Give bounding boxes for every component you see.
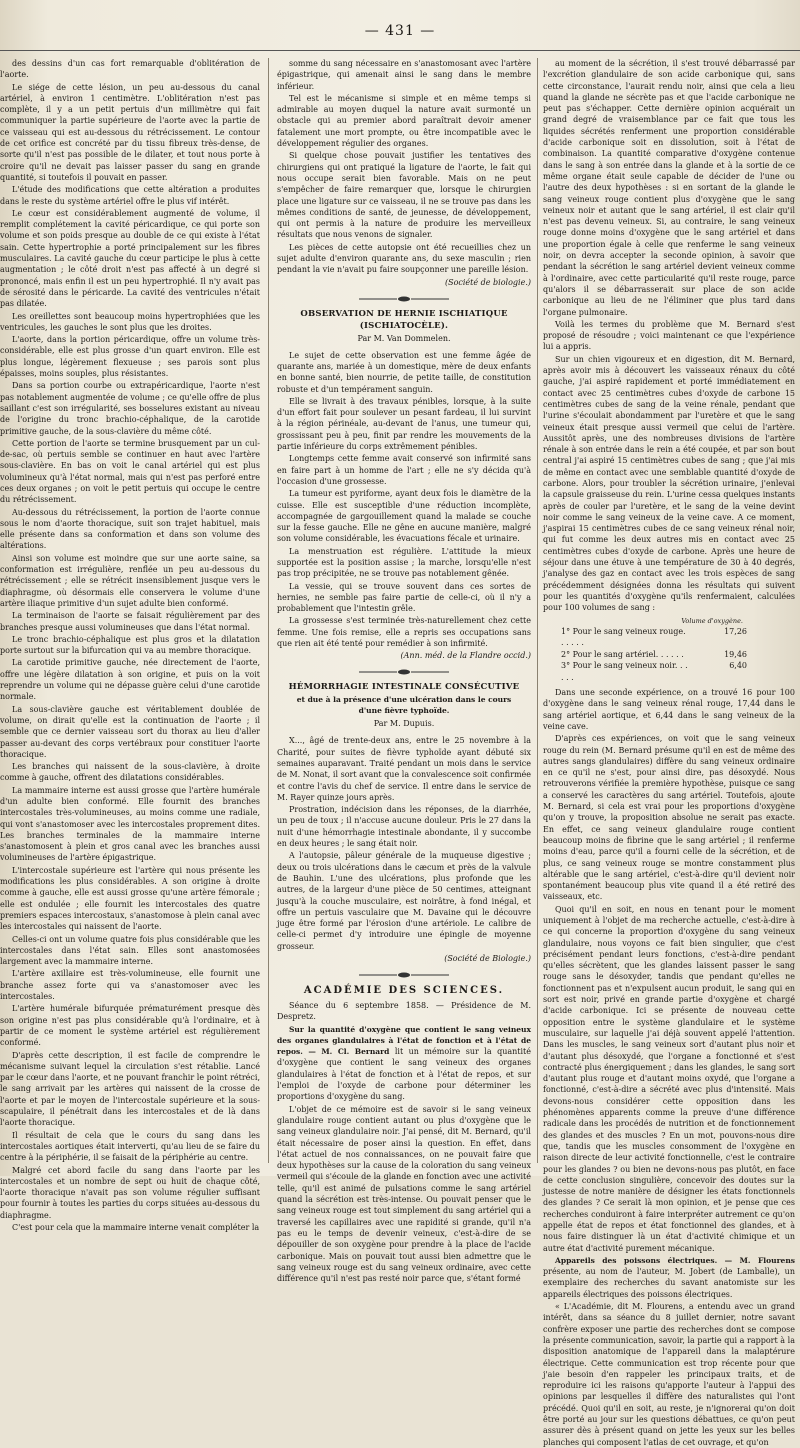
paragraph: au moment de la sécrétion, il s'est trouvé débarrassé par l'excrétion glandulaire de son acide carbonique qui, sans cette circonstance, l'aurait rendu noir, ainsi que cela a lieu quand la glande ne sécrète pas et que l'acide carbonique ne peut pas s'échapper. Cette dernière opinion acquérait un grand degré de vraisemblance par ce fait que tous les liquides sécrétés renferment une proportion considérable d'acide carbonique soit en dissolution, soit à l'état de combinaison. La quantité comparative d'oxygène contenue dans le sang à son entrée dans la glande et à la sortie de ce même organe était seule capable de décider de l'une ou l'autre des deux hypothèses : si en sortant de la glande le sang veineux rouge contient plus d'oxygène que le sang veineux noir et autant que le sang artériel, il est clair qu'il n'est pas devenu veineux. Si, au contraire, le sang veineux rouge donne moins d'oxygène que le sang artériel et dans une proportion égale à celle que renferme le sang veineux noir, on devra accepter la seconde opinion, à savoir que pendant la sécrétion le sang artériel devient veineux comme à l'ordinaire, avec cette particularité qu'il reste rouge, parce qu'alors il se débarrasserait sur place de son acide carbonique au lieu de ne l'éliminer que plus tard dans l'organe pulmonaire. — [543, 59, 795, 317]
section-separator — [359, 296, 449, 302]
paragraph: A l'autopsie, pâleur générale de la muqueuse digestive ; deux ou trois ulcérations dans le cæcum et près de la valvule de Bauhin. L'une des ulcérations, plus profonde que les autres, de la largeur d'une pièce de 50 centimes, atteignant jusqu'à la couche musculaire, est noirâtre, à fond inégal, et offre un pertuis vasculaire que M. Davaine qui le découvre juge être formé par l'érosion d'une artériole. Le calibre de celle-ci permet d'y introduire une épingle de moyenne grosseur. — [277, 851, 531, 951]
article-continuation — [543, 58, 795, 614]
article-body — [277, 735, 531, 952]
paragraph: La tumeur est pyriforme, ayant deux fois le diamètre de la cuisse. Elle est susceptible d'une réduction incomplète, accompagnée de gargouillement quand la malade se couche sur la fesse gauche. Elle ne gêne en aucune manière, malgré son volume considérable, les évacuations fécale et urinaire. — [277, 489, 531, 544]
paragraph: Celles-ci ont un volume quatre fois plus considérable que les intercostales dans l'état sain. Elles sont anastomosées largement avec la mammaire interne. — [0, 934, 260, 967]
table-row — [543, 649, 795, 661]
paragraph: D'après ces expériences, on voit que le sang veineux rouge du rein (M. Bernard présume qu'il en est de même des autres sangs glandulaires) diffère du sang veineux ordinaire en ce qu'il ne s'est, pour ainsi dire, pas désoxydé. Nous retrouverons vérifiée la première hypothèse, puisque ce sang a conservé les caractères du sang artériel. Toutefois, ajoute M. Bernard, si cela est vrai pour les proportions d'oxygène qu'on y trouve, la proposition absolue ne serait pas exacte. En effet, ce sang veineux glandulaire rouge contient beaucoup moins de fibrine que le sang artériel ; il renferme moins d'eau, parce qu'il a fourni celle de la sécrétion, et de plus, ce sang veineux rouge se montre constamment plus altérable que le sang artériel, c'est-à-dire qu'il devient noir spontanément beaucoup plus vite quand il a été retiré des vaisseaux, etc. — [543, 734, 795, 902]
table-cell-value: 19,46 — [724, 649, 747, 659]
article-title: HÉMORRHAGIE INTESTINALE CONSÉCUTIVE — [288, 682, 520, 693]
paragraph: Les pièces de cette autopsie ont été recueillies chez un sujet adulte d'environ quarante ans, du sexe masculin ; rien pendant la vie n'avait pu faire soupçonner une pareille lésion. — [277, 242, 531, 275]
paragraph: La carotide primitive gauche, née directement de l'aorte, offre une légère dilatation à son origine, et puis on la voit reprendre un volume qui ne dépasse guère celui d'une carotide normale. — [0, 658, 260, 702]
paragraph: L'aorte, dans la portion péricardique, offre un volume très-considérable, elle est plus grosse d'un quart environ. Elle est plus longue, légèrement flexueuse ; ses parois sont plus épaisses, moins souples, plus résistantes. — [0, 335, 260, 379]
paragraph: Elle se livrait à des travaux pénibles, lorsque, à la suite d'un effort fait pour soulever un pesant fardeau, il lui survint à la région périnéale, au-devant de l'anus, une tumeur qui, grossissant peu à peu, finit par rendre les mouvements de la partie inférieure du corps extrêmement pénibles. — [277, 396, 531, 452]
column-right — [543, 58, 795, 1447]
communication-text: lit un mémoire sur la quantité d'oxygène que contient le sang veineux des organes glandulaires à l'état de fonction et à l'état de repos, et sur l'emploi de l'oxyde de carbone pour déterminer les proportions d'oxygène du sang. — [277, 1047, 531, 1102]
paragraph: Cette portion de l'aorte se termine brusquement par un cul-de-sac, où pertuis semble se continuer en haut avec l'artère sous-clavière. En bas on voit le canal artériel qui est plus volumineux qu'à l'état normal, mais qui n'est pas perforé entre ces deux organes ; on voit le petit pertuis qui occupe le centre du rétrécissement. — [0, 438, 260, 505]
paragraph: Prostration, indécision dans les réponses, de la diarrhée, un peu de toux ; il n'accuse aucune douleur. Pris le 27 dans la nuit d'une hémorrhagie intestinale abondante, il y succombe en deux heures ; le sang était noir. — [277, 805, 531, 849]
paragraph: La grossesse s'est terminée très-naturellement chez cette femme. Une fois remise, elle a repris ses occupations sans que rien ait été tenté pour remédier à son infirmité. — [277, 616, 531, 649]
communication-heading: Sur la quantité d'oxygène que contient le sang veineux des organes glandulaires à l'état de fonction et à l'état de repos. — M. Cl. Bernard — [277, 1024, 531, 1057]
article-body — [543, 687, 795, 1254]
paragraph: X..., âgé de trente-deux ans, entre le 25 novembre à la Charité, pour suites de fièvre typhoïde ayant débuté six semaines auparavant. Traité pendant un mois dans le service de M. Nonat, il sort avant que la convalescence soit confirmée et contre l'avis du chef de service. Il entre dans le service de M. Rayer quinze jours après. — [277, 736, 531, 802]
paragraph: Les branches qui naissent de la sous-clavière, à droite comme à gauche, offrent des dilatations considérables. — [0, 762, 260, 783]
table-row — [543, 626, 795, 649]
article-continuation — [277, 58, 531, 276]
paragraph: La menstruation est régulière. L'attitude la mieux supportée est la position assise ; la marche, lorsqu'elle n'est pas trop précipitée, ne se trouve pas notablement gênée. — [277, 546, 531, 579]
paragraph: Tel est le mécanisme si simple et en même temps si admirable au moyen duquel la nature avait surmonté un obstacle qui au premier abord paraîtrait devoir amener fatalement une mort prompte, ou être incompatible avec le développement régulier des organes. — [277, 93, 531, 149]
paragraph: Dans sa portion courbe ou extrapéricardique, l'aorte n'est pas notablement augmentée de volume ; ce qu'elle offre de plus saillant c'est son irrégularité, ses bosselures existant au niveau de l'origine du tronc brachio-céphalique, de la carotide primitive gauche, de la sous-clavière du même côté. — [0, 381, 260, 436]
oxygen-table — [543, 616, 795, 684]
paragraph: Le siége de cette lésion, un peu au-dessous du canal artériel, à environ 1 centimètre. L'oblitération n'est pas complète, il y a un petit pertuis d'un millimètre qui fait communiquer la partie supérieure de l'aorte avec la partie de ce vaisseau qui est au-dessous du rétrécissement. Le contour de cet orifice est concrété par du tissu fibreux très-dense, de sorte qu'il n'est pas possible de le dilater, et tout nous porte à croire qu'il ne devait pas laisser passer du sang en grande quantité, si toutefois il pouvait en passer. — [0, 82, 260, 182]
article-source: (Société de biologie.) — [444, 277, 531, 287]
session-line: Séance du 6 septembre 1858. — Présidence de M. Despretz. — [277, 1001, 531, 1022]
paragraph: L'intercostale supérieure est l'artère qui nous présente les modifications les plus considérables. A son origine à droite comme à gauche, elle est aussi grosse qu'une artère fémorale ; elle est ondulée ; elle fournit les intercostales des quatre premiers espaces intercostaux, s'anastomose à plein canal avec les intercostales qui naissent de l'aorte. — [0, 865, 260, 932]
column-divider — [268, 58, 269, 1163]
table-cell-label: 3° Pour le sang veineux noir. . . . . . — [561, 661, 688, 682]
paragraph: La sous-clavière gauche est véritablement doublée de volume, on dirait qu'elle est la continuation de l'aorte ; il semble que ce dernier vaisseau sort du thorax au lieu d'aller passer au-devant des corps vertébraux pour constituer l'aorte thoracique. — [0, 704, 260, 759]
column-middle — [277, 58, 531, 1284]
table-row — [543, 660, 795, 683]
communication-heading: Appareils des poissons électriques. — M. Flourens — [555, 1255, 795, 1265]
section-separator — [359, 669, 449, 675]
table-cell-value: 6,40 — [729, 661, 747, 671]
paragraph: Ainsi son volume est moindre que sur une aorte saine, sa conformation est irrégulière, renflée un peu au-dessous du rétrécissement ; elle se rétrécit insensiblement jusque vers le diaphragme, où désormais elle conservera le volume d'une artère iliaque primitive d'un sujet adulte bien conformé. — [0, 553, 260, 608]
paragraph: L'objet de ce mémoire est de savoir si le sang veineux glandulaire rouge contient autant ou plus d'oxygène que le sang veineux glandulaire noir. J'ai pensé, dit M. Bernard, qu'il était nécessaire de poser ainsi la question. En effet, dans l'état actuel de nos connaissances, on ne pouvait faire que deux hypothèses sur la cause de la coloration du sang veineux vermeil qui s'écoule de la glande en fonction avec une activité telle, qu'il est animé de pulsations comme le sang artériel quand la sécrétion est très-intense. Ou pouvait penser que le sang veineux rouge est tout simplement du sang artériel qui a traversé les capillaires avec une rapidité si grande, qu'il n'a pas eu le temps de devenir veineux, c'est-à-dire de se dépouiller de son oxygène pour prendre à la place de l'acide carbonique. Mais on pouvait tout aussi bien admettre que le sang veineux rouge est du sang veineux ordinaire, avec cette différence qu'il n'est pas resté noir parce que, s'étant formé — [277, 1104, 531, 1284]
communication-text: présente, au nom de l'auteur, M. Jobert (de Lamballe), un exemplaire des recherches du savant anatomiste sur les appareils électriques des poissons électriques. — [543, 1267, 795, 1299]
paragraph: Il résultait de cela que le cours du sang dans les intercostales aortiques était interverti, qu'au lieu de se faire du centre à la périphérie, il se faisait de la périphérie au centre. — [0, 1130, 260, 1163]
article-source: (Ann. méd. de la Flandre occid.) — [400, 651, 531, 661]
paragraph: somme du sang nécessaire en s'anastomosant avec l'artère épigastrique, qui amenait ainsi le sang dans le membre inférieur. — [277, 59, 531, 91]
table-cell-label: 1° Pour le sang veineux rouge. . . . . . — [561, 626, 686, 648]
article-body — [277, 350, 531, 650]
paragraph: C'est pour cela que la mammaire interne venait compléter la — [12, 1222, 260, 1232]
paragraph: L'artère humérale bifurquée prématurément presque dès son origine n'est pas plus considérable qu'à l'ordinaire, et à partir de ce moment le système artériel est régulièrement conformé. — [0, 1004, 260, 1048]
paragraph: Le tronc brachio-céphalique est plus gros et la dilatation porte surtout sur la bifurcation qui va au membre thoracique. — [0, 634, 260, 656]
article-body — [277, 1104, 531, 1285]
table-header: Volume d'oxygène. — [681, 616, 743, 625]
page-number: — 431 — — [364, 23, 436, 39]
communication-lead — [543, 1255, 795, 1300]
paragraph: La mammaire interne est aussi grosse que l'artère humérale d'un adulte bien conformé. Elle fournit des branches intercostales très-volumineuses, au moins comme une radiale, qui vont s'anastomoser avec les intercostales proprement dites. Les branches terminales de la mammaire interne s'anastomosent à plein et gros canal avec les branches aussi volumineuses de l'artère épigastrique. — [0, 785, 260, 863]
paragraph: L'artère axillaire est très-volumineuse, elle fournit une branche assez forte qui va s'anastomoser avec les intercostales. — [0, 969, 260, 1002]
column-divider — [537, 58, 538, 1163]
paragraph: Malgré cet abord facile du sang dans l'aorte par les intercostales et un nombre de sept ou huit de chaque côté, l'aorte thoracique n'avait pas son volume régulier suffisant pour fournir à toutes les parties du corps situées au-dessous du diaphragme. — [0, 1165, 260, 1220]
paragraph: Sur un chien vigoureux et en digestion, dit M. Bernard, après avoir mis à découvert les vaisseaux rénaux du côté gauche, j'ai aspiré rapidement et porté immédiatement en contact avec 25 centimètres cubes d'oxyde de carbone 15 centimètres cubes de sang de la veine rénale, pendant que l'urine s'écoulait abondamment par l'uretère et que le sang veineux était presque aussi vermeil que celui de l'artère. Aussitôt après, une des nombreuses divisions de l'artère rénale à son entrée dans le rein a été coupée, et par son bout central j'ai aspiré 15 centimètres cubes de sang ; que j'ai mis de même en contact avec une semblable quantité d'oxyde de carbone. Alors, pour troubler la sécrétion urinaire, j'enlevai la capsule graisseuse du rein. L'urine cessa quelques instants après de couler par l'uretère, et le sang de la veine devint noir comme le sang veineux de la veine cave. A ce moment, j'aspirai 15 centimètres cubes de ce sang veineux rénal noir, qui fut comme les deux autres mis en contact avec 25 centimètres cubes d'oxyde de carbone. Après une heure de séjour dans une étuve à une température de 30 à 40 degrés, j'analyse des gaz en contact avec les trois espèces de sang précédemment désignées donna les résultats qui suivent pour les quantités d'oxygène qu'ils renfermaient, calculées pour 100 volumes de sang : — [543, 354, 795, 613]
section-separator — [359, 972, 449, 978]
paragraph: Le cœur est considérablement augmenté de volume, il remplit complétement la cavité péricardique, ce qui porte son volume et son poids presque au double de ce qui existe à l'état sain. Cette hypertrophie a porté principalement sur les fibres musculaires. La cavité gauche du cœur participe le plus à cette augmentation ; le côté droit n'est pas affecté à un degré si prononcé, mais enfin il est un peu hypertrophié. Il n'y avait pas de sérosité dans le péricarde. La cavité des ventricules n'était pas dilatée. — [0, 208, 260, 309]
article-source: (Société de Biologie.) — [444, 954, 531, 963]
paragraph: L'étude des modifications que cette altération a produites dans le reste du système artériel offre le plus vif intérêt. — [0, 185, 260, 206]
paragraph: La terminaison de l'aorte se faisait régulièrement par des branches presque aussi volumineuses que dans l'état normal. — [0, 611, 260, 632]
paragraph: Quoi qu'il en soit, en nous en tenant pour le moment uniquement à l'objet de ma recherche actuelle, c'est-à-dire à ce qui concerne la proportion d'oxygène du sang veineux glandulaire, nous voyons ce fait bien singulier, que c'est précisément pendant leurs fonctions, c'est-à-dire pendant qu'elles sécrètent, que les glandes laissent passer le sang rouge sans le désoxyder, tandis que pendant qu'elles ne fonctionnent pas et n'expulsent aucun produit, le sang qui en sort est noir, privé en grande partie d'oxygène et chargé d'acide carbonique. Ici se présente de nouveau cette opposition entre le système glandulaire et le système musculaire, sur laquelle j'ai déjà souvent appelé l'attention. Dans les muscles, le sang veineux sort d'autant plus noir et d'autant plus désoxydé, que l'organe a fonctionné et s'est contracté plus énergiquement ; dans les glandes, le sang sort d'autant plus rouge et d'autant moins oxydé, que l'organe a fonctionné, c'est-à-dire a sécrété avec plus d'intensité. Mais devons-nous considérer cette opposition dans les phénomènes apparents comme la preuve d'une différence radicale dans les procédés de nutrition et de fonctionnement des glandes et des muscles ? En un mot, pouvons-nous dire que, tandis que les muscles consomment de l'oxygène en raison directe de leur activité fonctionnelle, c'est le contraire pour les glandes ? ou bien ne devons-nous pas plutôt, en face de cette conclusion singulière, concevoir des doutes sur la justesse de notre manière de désigner les états fonctionnels des glandes ? Ce serait là mon opinion, et je pense que ces recherches conduiront à faire interpréter autrement ce qu'on appelle état de repos et état fonctionnel des glandes, et à nous faire distinguer là un état d'activité chimique et un autre état d'activité purement mécanique. — [543, 904, 795, 1253]
table-cell-value: 17,26 — [724, 626, 747, 636]
header-rule — [0, 50, 800, 51]
article-author: Par M. Van Dommelen. — [357, 333, 451, 343]
paragraph: Le sujet de cette observation est une femme âgée de quarante ans, mariée à un domestique, mère de deux enfants en bonne santé, bien nourrie, de petite taille, de constitution robuste et d'un tempérament sanguin. — [277, 350, 531, 394]
article-title: OBSERVATION DE HERNIE ISCHIATIQUE (ISCHIATOCÈLE). — [300, 308, 508, 331]
article-author: Par M. Dupuis. — [373, 719, 435, 729]
article-subtitle: et due à la présence d'une ulcération dans le cours d'une fièvre typhoïde. — [296, 695, 512, 716]
paragraph: Dans une seconde expérience, on a trouvé 16 pour 100 d'oxygène dans le sang veineux rénal rouge, 17,44 dans le sang artériel aortique, et 6,44 dans le sang veineux de la veine cave. — [543, 688, 795, 731]
column-left — [0, 58, 260, 1232]
paragraph: « L'Académie, dit M. Flourens, a entendu avec un grand intérêt, dans sa séance du 8 juillet dernier, notre savant confrère exposer une partie des recherches dont se compose la présente communication, savoir, la partie qui a rapport à la disposition anatomique de l'appareil dans la malaptérure électrique. Cette communication est trop récente pour que j'aie besoin d'en rappeler les principaux traits, et de reproduire ici les raisons qu'apporte l'auteur à l'appui des opinions par lesquelles il diffère des naturalistes qui l'ont précédé. Quoi qu'il en soit, au reste, je n'ignorerai qu'on doit être porté au jour sur les questions débattues, ce qu'on peut assurer dès à présent quand on jette les yeux sur les belles planches qui composent l'atlas de cet ouvrage, et qu'on — [543, 1302, 795, 1447]
paragraph: des dessins d'un cas fort remarquable d'oblitération de l'aorte. — [0, 59, 260, 80]
paragraph: Longtemps cette femme avait conservé son infirmité sans en faire part à un homme de l'art ; elle ne s'y décida qu'à l'occasion d'une grossesse. — [277, 454, 531, 486]
paragraph: Au-dessous du rétrécissement, la portion de l'aorte connue sous le nom d'aorte thoracique, suit son trajet habituel, mais elle présente dans sa conformation et dans son volume des altérations. — [0, 507, 260, 551]
table-cell-label: 2° Pour le sang artériel. . . . . . — [561, 649, 684, 659]
paragraph: Voilà les termes du problème que M. Bernard s'est proposé de résoudre ; voici maintenant ce que l'expérience lui a appris. — [543, 319, 795, 352]
paragraph: Si quelque chose pouvait justifier les tentatives des chirurgiens qui ont pratiqué la ligature de l'aorte, le fait qui nous occupe serait bien favorable. Mais on ne peut s'empêcher de faire remarquer que, lorsque le chirurgien place une ligature sur ce vaisseau, il ne se trouve pas dans les mêmes conditions de santé, de jeunesse, de développement, qui ont permis à la nature de produire les merveilleux résultats que nous venons de signaler. — [277, 151, 531, 240]
paragraph: La vessie, qui se trouve souvent dans ces sortes de hernies, ne semble pas faire partie de celle-ci, où il n'y a probablement que l'intestin grêle. — [277, 581, 531, 614]
paragraph: D'après cette description, il est facile de comprendre le mécanisme suivant lequel la circulation s'est rétablie. Lancé par le cœur dans l'aorte, et ne pouvant franchir le point rétréci, le sang arrivait par les artères qui naissent de la crosse de l'aorte et par le moyen de l'intercostale supérieure et la sous-scapulaire, il pénétrait dans les intercostales et de là dans l'aorte thoracique. — [0, 1050, 260, 1128]
paragraph: Les oreillettes sont beaucoup moins hypertrophiées que les ventricules, les gauches le sont plus que les droites. — [0, 311, 260, 332]
communication-lead — [277, 1024, 531, 1103]
section-heading: ACADÉMIE DES SCIENCES. — [303, 985, 505, 996]
